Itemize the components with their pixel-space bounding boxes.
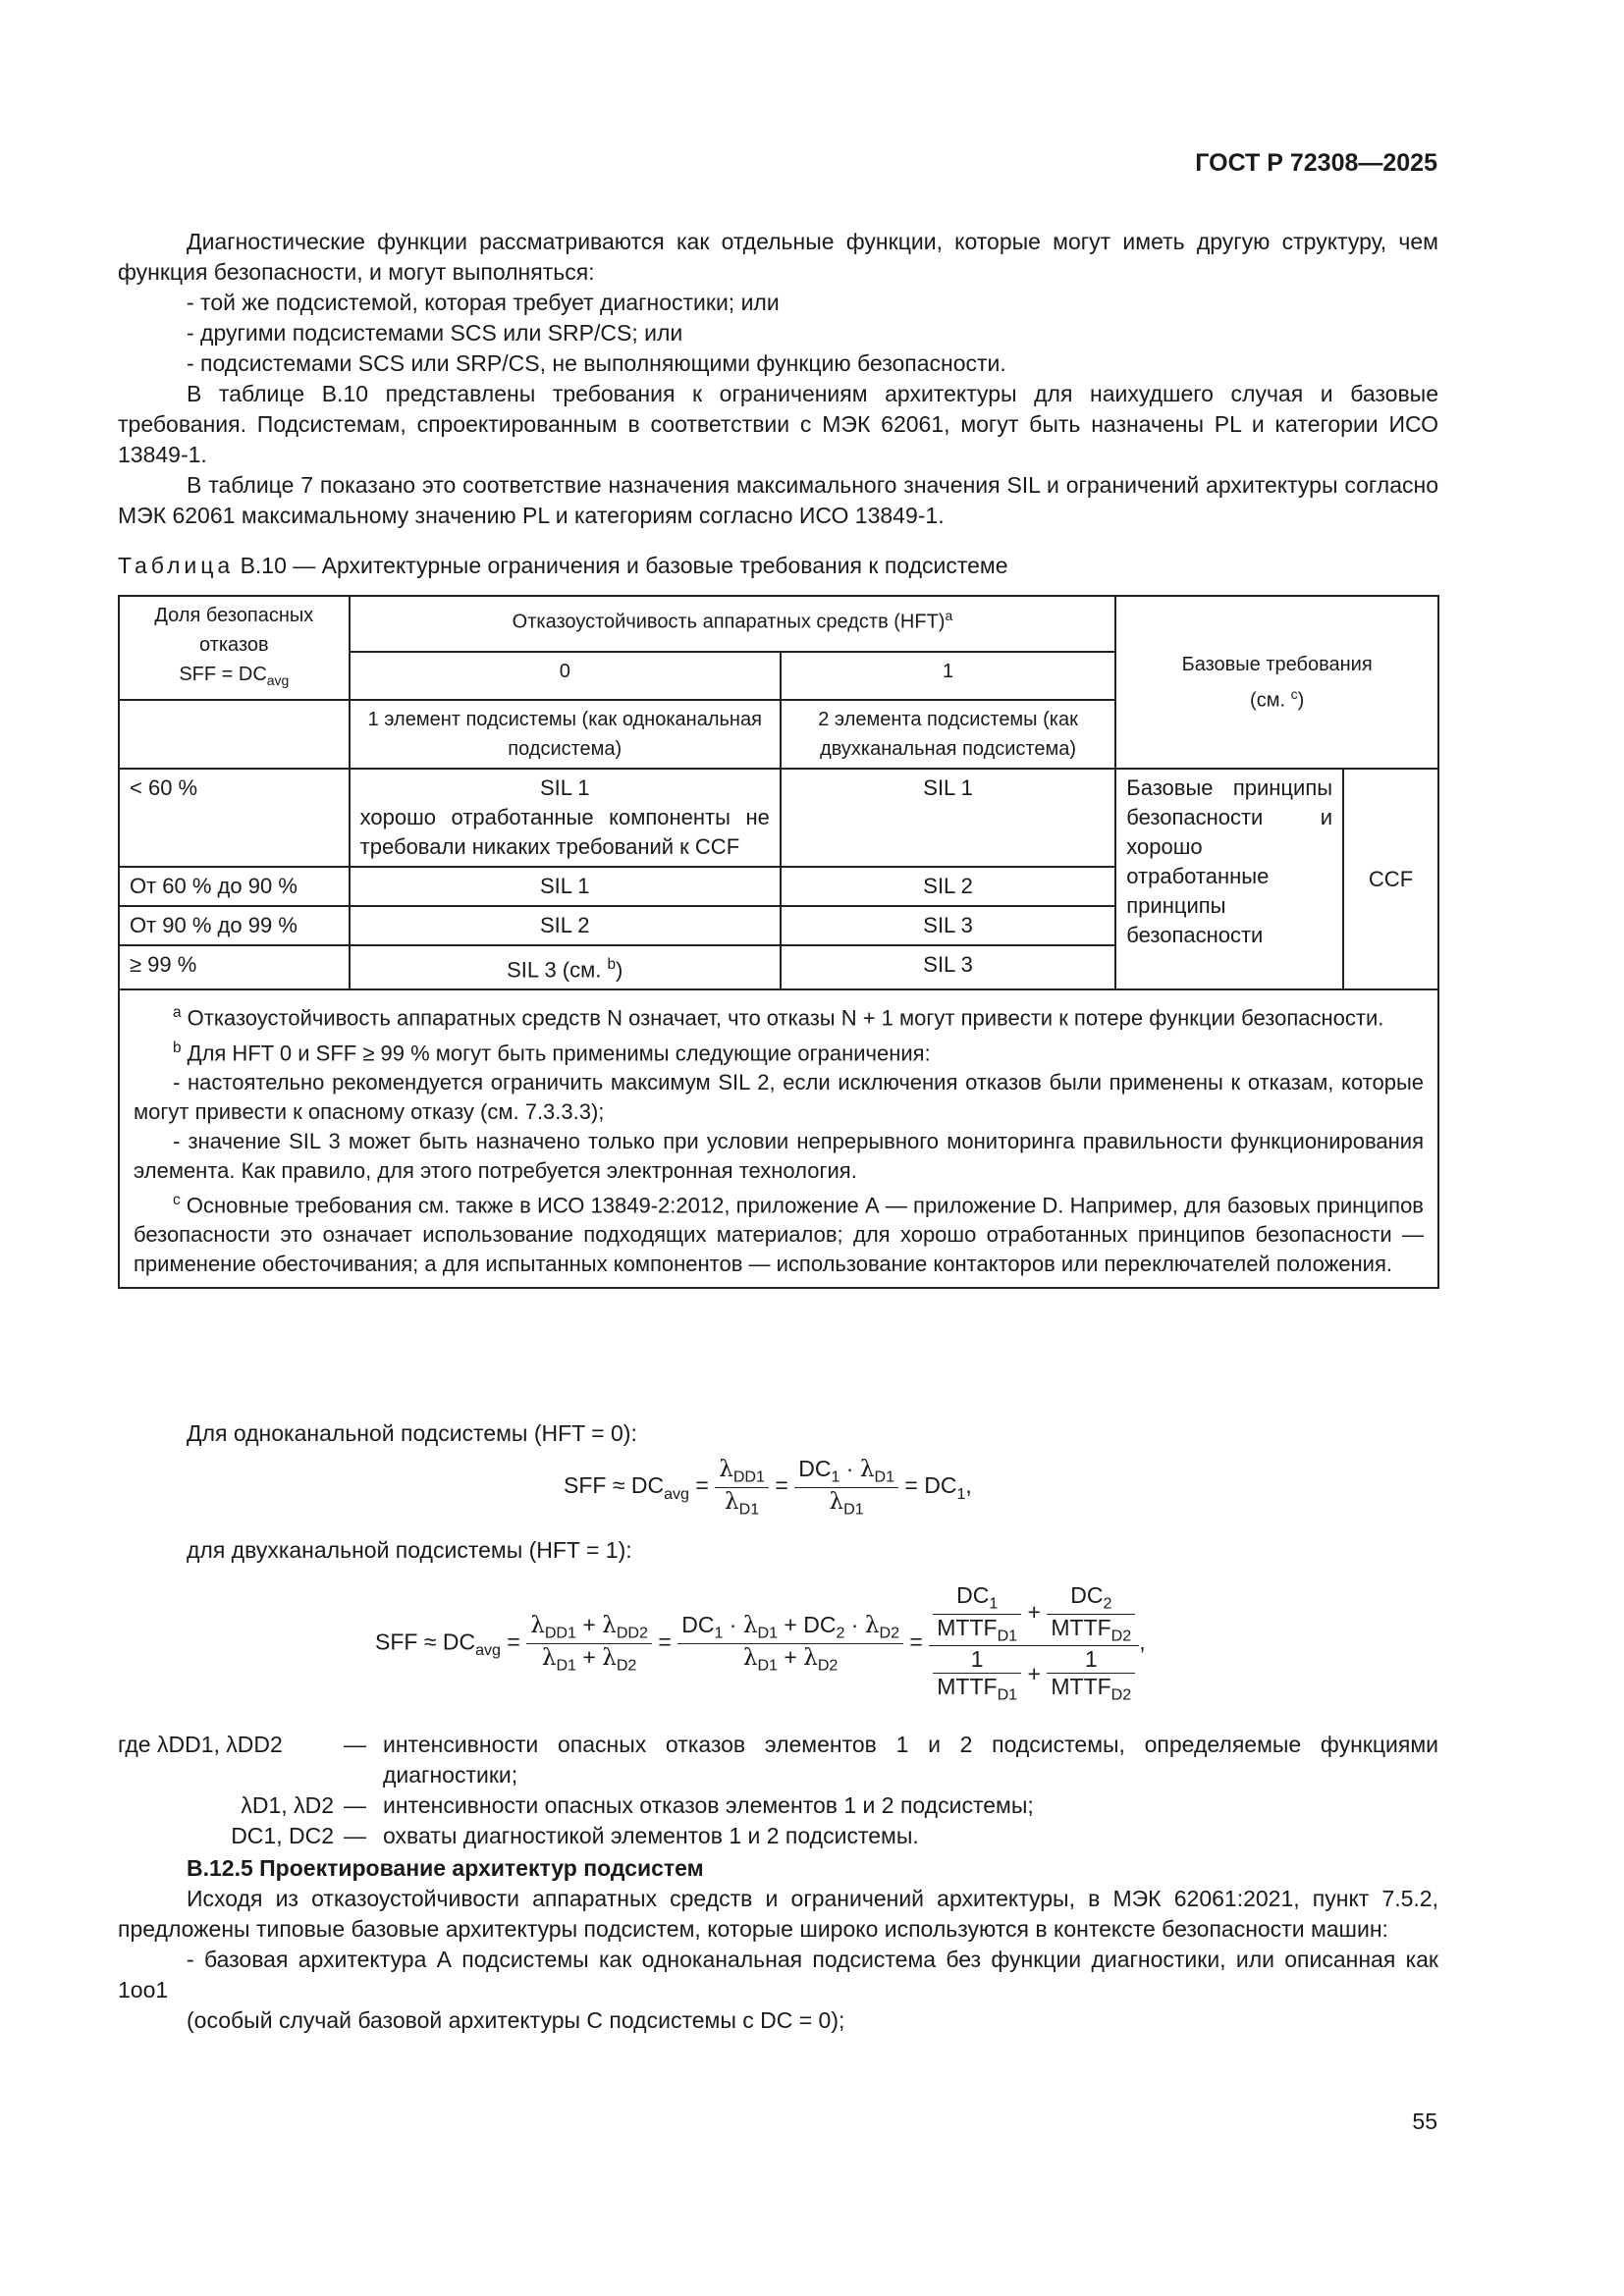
header-base-close: ) (1297, 689, 1305, 712)
hft0-value: SIL 1 (539, 775, 590, 800)
note-c-text: Основные требования см. также в ИСО 13849-2:2012, приложение А — приложение D. Например, для базовых принципов безопасности это означает использование подходящих материалов; для хорошо отработанных принципов безопасности — применение обесточивания; а для испытанных компонентов — использование контакторов или переключателей положения. (134, 1193, 1424, 1277)
table-notes (119, 989, 1438, 1288)
section-list-item-continued: (особый случай базовой архитектуры С подсистемы с DC = 0); (187, 2007, 845, 2033)
definition-row (118, 1821, 1438, 1851)
table-caption (118, 553, 1008, 579)
hft0-cell: SIL 1 (350, 867, 781, 906)
hft0-cell: SIL 2 (350, 906, 781, 945)
hft1-cell: SIL 1 (781, 769, 1115, 867)
note-b-text: Для HFT 0 и SFF ≥ 99 % могут быть применимы следующие ограничения: (181, 1040, 931, 1065)
architecture-table (118, 595, 1439, 1289)
hft1-cell: SIL 2 (781, 867, 1115, 906)
note-b-mark: b (173, 1039, 182, 1056)
list-item: - подсистемами SCS или SRP/CS, не выполняющими функцию безопасности. (187, 350, 1006, 376)
dash: — (344, 1823, 366, 1848)
definition-symbol: λD1, λD2 (241, 1792, 334, 1818)
hft0-note: хорошо отработанные компоненты не требовали никаких требований к CCF (359, 805, 770, 859)
hft0-cell (350, 769, 781, 867)
definition-symbol (118, 1730, 344, 1790)
header-base-see: (см. (1250, 689, 1291, 712)
definition-symbol: DC1, DC2 (231, 1823, 334, 1848)
formula-dual-channel: SFF ≈ $DC_{avg}$ = $\frac{\lambda_{DD1} + \lambda_{DD2}}{\lambda_{D1} + \lambda_{D2}}$ = $\frac{DC_1 \cdot \lambda_{D1} + DC_2 \cdot \lambda_{D2}}{\lambda_{D1} + \lambda_{D2}}$ = $\frac{DC_1}{MTTF_{D1}}$ + $\frac{DC_2}{MTTF_{D2}}$ $\frac{1}{MTTF_{D1}}$ + $\frac{1}{MTTF_{D2}}$ , (375, 1582, 1146, 1704)
ccf-cell: CCF (1343, 769, 1438, 989)
single-channel-intro: Для одноканальной подсистемы (HFT = 0): (187, 1420, 637, 1446)
note-c (134, 1186, 1424, 1279)
header-hft-0: 0 (350, 652, 781, 700)
section-block (118, 1853, 1438, 2036)
table-caption-text: В.10 — Архитектурные ограничения и базовые требования к подсистеме (240, 553, 1008, 578)
header-base (1115, 596, 1438, 769)
section-title: В.12.5 Проектирование архитектур подсистем (187, 1855, 704, 1881)
sff-cell: < 60 % (119, 769, 350, 867)
note-c-mark: c (173, 1191, 181, 1208)
header-sff-label: Доля безопасных отказов (154, 605, 314, 656)
header-hft (350, 596, 1116, 652)
footnote-ref-a: a (945, 608, 953, 623)
formula-single-channel: SFF ≈ $DC_{avg}$ = $\frac{\lambda_{DD1}}{\lambda_{D1}}$ = $\frac{DC_1 \cdot \lambda_{D1}}{\lambda_{D1}}$ = $DC_1$, (564, 1456, 972, 1519)
definition-row (118, 1790, 1438, 1821)
header-sff (119, 596, 350, 700)
intro-paragraph-1: Диагностические функции рассматриваются как отдельные функции, которые могут иметь другую структуру, чем функция безопасности, и могут выполняться: (118, 229, 1438, 285)
table-caption-word: Таблица (118, 553, 235, 578)
section-paragraph: Исходя из отказоустойчивости аппаратных средств и ограничений архитектуры, в МЭК 62061:2021, пункт 7.5.2, предложены типовые базовые архитектуры подсистем, которые широко используются в контексте безопасности машин: (118, 1886, 1438, 1942)
note-a-mark: a (173, 1004, 182, 1022)
empty-cell (119, 700, 350, 769)
intro-paragraph-2: В таблице В.10 представлены требования к ограничениям архитектуры для наихудшего случая и базовые требования. Подсистемам, спроектированным в соответствии с МЭК 62061, могут быть назначены PL и категории ИСО 13849-1. (118, 381, 1438, 467)
dash: — (344, 1732, 366, 1757)
definition-text: интенсивности опасных отказов элементов 1 и 2 подсистемы; (383, 1792, 1034, 1818)
table-row (119, 769, 1438, 867)
definitions (118, 1730, 1438, 1851)
base-cell: Базовые принципы безопасности и хорошо отработанные принципы безопасности (1115, 769, 1343, 989)
list-item: - той же подсистемой, которая требует диагностики; или (187, 290, 780, 315)
note-a (134, 998, 1424, 1033)
intro-paragraph-3: В таблице 7 показано это соответствие назначения максимального значения SIL и ограничений архитектуры согласно МЭК 62061 максимальному значению PL и категориям согласно ИСО 13849-1. (118, 472, 1438, 528)
hft0-close: ) (616, 957, 623, 983)
hft0-cell (350, 945, 781, 989)
note-b-item: - настоятельно рекомендуется ограничить максимум SIL 2, если исключения отказов были применены к отказам, которые могут привести к опасному отказу (см. 7.3.3.3); (134, 1069, 1424, 1124)
definition-text: интенсивности опасных отказов элементов 1 и 2 подсистемы, определяемые функциями диагностики; (383, 1732, 1438, 1788)
section-list-item: - базовая архитектура А подсистемы как одноканальная подсистема без функции диагностики, или описанная как 1оо1 (118, 1947, 1438, 2002)
table-row (119, 596, 1438, 652)
sff-cell: От 90 % до 99 % (119, 906, 350, 945)
sff-cell: От 60 % до 90 % (119, 867, 350, 906)
note-b (134, 1034, 1424, 1068)
definition-row (118, 1730, 1438, 1790)
dual-channel-intro: для двухканальной подсистемы (HFT = 1): (187, 1537, 632, 1563)
footnote-ref-c: c (1290, 685, 1298, 702)
header-sff-sub: avg (266, 672, 290, 688)
list-item: - другими подсистемами SCS или SRP/CS; или (187, 320, 683, 346)
intro-block (118, 227, 1438, 531)
note-a-text: Отказоустойчивость аппаратных средств N означает, что отказы N + 1 могут привести к потере функции безопасности. (181, 1005, 1384, 1031)
header-hft-label: Отказоустойчивость аппаратных средств (HFT) (512, 611, 946, 633)
header-element-1: 1 элемент подсистемы (как одноканальная подсистема) (350, 700, 781, 769)
hft0-value: SIL 3 (см. (507, 957, 608, 983)
header-base-label: Базовые требования (1181, 653, 1373, 675)
note-b-item: - значение SIL 3 может быть назначено только при условии непрерывного мониторинга правильности функционирования элемента. Как правило, для этого потребуется электронная технология. (134, 1128, 1424, 1183)
header-element-2: 2 элемента подсистемы (как двухканальная подсистема) (781, 700, 1115, 769)
doc-header: ГОСТ Р 72308—2025 (1195, 149, 1437, 177)
hft1-cell: SIL 3 (781, 906, 1115, 945)
header-hft-1: 1 (781, 652, 1115, 700)
page-number: 55 (1412, 2109, 1437, 2134)
table-row (119, 989, 1438, 1288)
definition-text: охваты диагностикой элементов 1 и 2 подсистемы. (383, 1823, 919, 1848)
symbol-lambda-dd: λDD1, λDD2 (156, 1732, 283, 1757)
sff-cell: ≥ 99 % (119, 945, 350, 989)
hft1-cell: SIL 3 (781, 945, 1115, 989)
footnote-ref-b: b (607, 956, 617, 973)
dash: — (344, 1792, 366, 1818)
where-word: где (118, 1732, 151, 1757)
header-sff-formula: SFF = DC (179, 664, 267, 685)
